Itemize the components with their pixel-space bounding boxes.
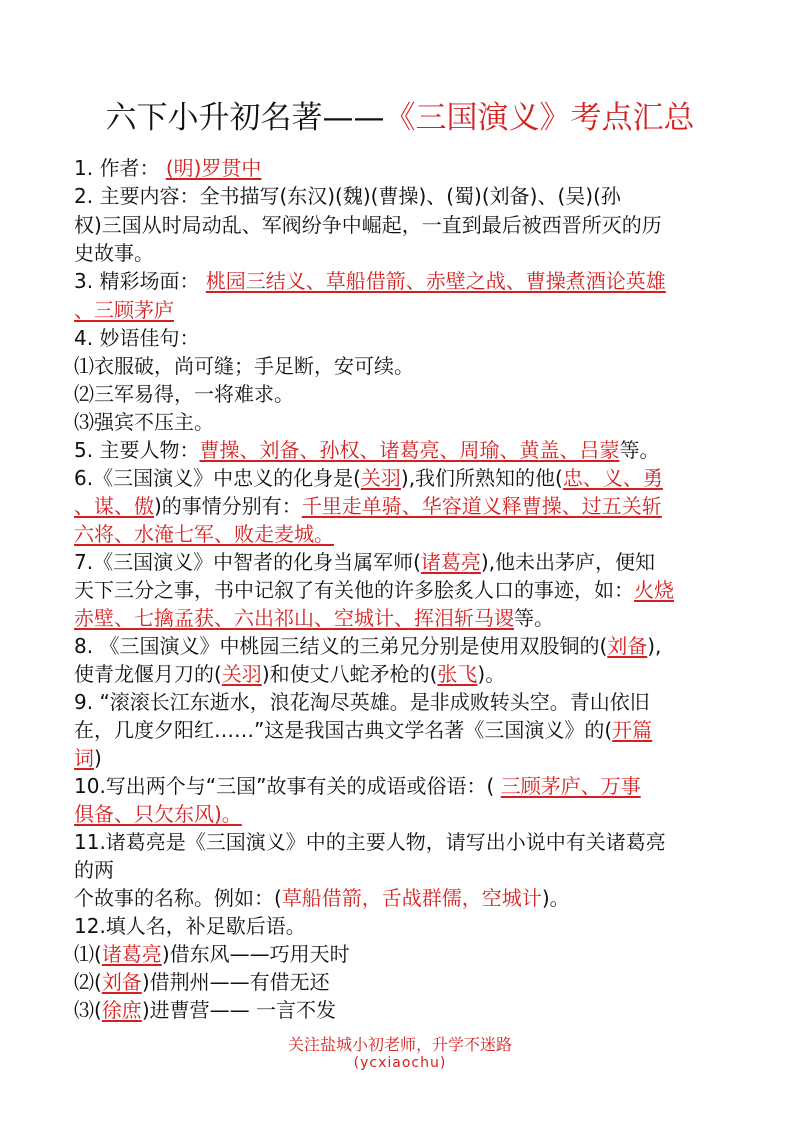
item-3: 3. 精彩场面： 桃园三结义、草船借箭、赤壁之战、曹操煮酒论英雄 <box>74 269 666 293</box>
quote-3: ⑶强宾不压主。 <box>74 410 214 434</box>
item-6-line2: 、谋、傲)的事情分别有：千里走单骑、华容道义释曹操、过五关斩 <box>74 494 662 518</box>
proverb-2: ⑵(刘备)借荆州——有借无还 <box>74 970 330 994</box>
quote-1: ⑴衣服破，尚可缝；手足断，安可续。 <box>74 354 414 378</box>
item-10-line2: 俱备、只欠东风)。 <box>74 802 242 826</box>
proverb-3: ⑶(徐庶)进曹营—— 一言不发 <box>74 998 336 1022</box>
item-11-line3: 个故事的名称。例如：(草船借箭，舌战群儒，空城计)。 <box>74 886 570 910</box>
quote-2: ⑵三军易得，一将难求。 <box>74 382 294 406</box>
item-4-head: 4. 妙语佳句： <box>74 326 200 350</box>
item-6-line1: 6.《三国演义》中忠义的化身是(关羽),我们所熟知的他(忠、义、勇 <box>74 466 663 490</box>
item-2-line2: 权)三国从时局动乱、军阀纷争中崛起，一直到最后被西晋所灭的历 <box>74 213 662 237</box>
item-8-line1: 8. 《三国演义》中桃园三结义的三弟兄分别是使用双股铜的(刘备), <box>74 634 662 658</box>
proverb-1: ⑴(诸葛亮)借东风——巧用天时 <box>74 942 350 966</box>
item-3-cont: 、三顾茅庐 <box>74 298 174 322</box>
item-7-line1: 7.《三国演义》中智者的化身当属军师(诸葛亮),他未出茅庐，便知 <box>74 550 656 574</box>
item-7-line3: 赤壁、七擒孟获、六出祁山、空城计、挥泪斩马谡等。 <box>74 606 554 630</box>
item-8-line2: 使青龙偃月刀的(关羽)和使丈八蛇矛枪的(张飞)。 <box>74 662 506 686</box>
item-11-line1: 11.诸葛亮是《三国演义》中的主要人物，请写出小说中有关诸葛亮 <box>74 830 666 854</box>
item-5: 5. 主要人物：曹操、刘备、孙权、诸葛亮、周瑜、黄盖、吕蒙等。 <box>74 438 660 462</box>
item-1: 1. 作者： (明)罗贯中 <box>74 156 262 180</box>
item-6-line3: 六将、水淹七军、败走麦城。 <box>74 522 334 546</box>
footer-line1: 关注盐城小初老师，升学不迷路 <box>287 1035 512 1054</box>
footer-line2: (ycxiaochu) <box>353 1055 447 1071</box>
item-9-line3: 词) <box>74 746 102 770</box>
item-2-line1: 2. 主要内容：全书描写(东汉)(魏)(曹操)、(蜀)(刘备)、(吴)(孙 <box>74 184 621 208</box>
item-9-line2: 在，几度夕阳红……”这是我国古典文学名著《三国演义》的(开篇 <box>74 718 653 742</box>
page-title: 六下小升初名著——《三国演义》考点汇总 <box>105 100 695 136</box>
item-10-line1: 10.写出两个与“三国”故事有关的成语或俗语：( 三顾茅庐、万事 <box>74 774 641 798</box>
item-2-line3: 史故事。 <box>74 241 154 265</box>
item-7-line2: 天下三分之事，书中记叙了有关他的许多脍炙人口的事迹，如：火烧 <box>74 578 674 602</box>
item-12-head: 12.填人名，补足歇后语。 <box>74 914 306 938</box>
item-9-line1: 9. “滚滚长江东逝水，浪花淘尽英雄。是非成败转头空。青山依旧 <box>74 690 650 714</box>
item-11-line2: 的两 <box>74 858 114 882</box>
